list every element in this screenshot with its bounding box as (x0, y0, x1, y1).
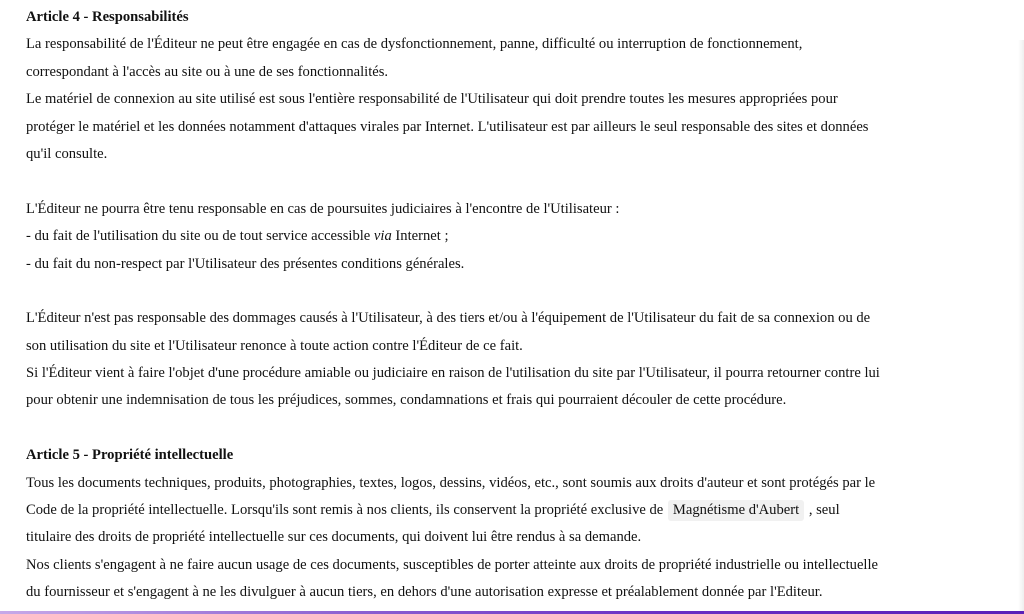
article-5-line-3: titulaire des droits de propriété intellectuelle sur ces documents, qui doivent lui être rendus à sa demande. (26, 529, 642, 546)
article-4-line-5: qu'il consulte. (26, 145, 108, 162)
article-4-line-2: correspondant à l'accès au site ou à une de ses fonctionnalités. (26, 63, 389, 80)
article-4-line-9: L'Éditeur n'est pas responsable des dommages causés à l'Utilisateur, à des tiers et/ou à l'équipement de l'Utilisateur du fait de sa connexion ou de (26, 310, 871, 327)
article-4-line-8: - du fait du non-respect par l'Utilisateur des présentes conditions générales. (26, 255, 465, 272)
legal-content (26, 6, 1016, 609)
article-5-line-5: du fournisseur et s'engagent à ne les divulguer à aucun tiers, en dehors d'une autorisation expresse et préalablement donnée par l'Editeur. (26, 584, 823, 601)
article-4-line-7-start: - du fait de l'utilisation du site ou de tout service accessible (26, 228, 374, 245)
company-name-chip: Magnétisme d'Aubert (668, 500, 804, 521)
article-4-line-11: Si l'Éditeur vient à faire l'objet d'une procédure amiable ou judiciaire en raison de l'utilisation du site par l'Utilisateur, il pourra retourner contre lui (26, 365, 880, 382)
article-4-line-7-end: Internet ; (391, 228, 449, 245)
article-5-line-2-start: Code de la propriété intellectuelle. Lorsqu'ils sont remis à nos clients, ils conservent la propriété exclusive de (26, 502, 667, 519)
article-4-line-12: pour obtenir une indemnisation de tous les préjudices, sommes, condamnations et frais qui pourraient découler de cette procédure. (26, 392, 787, 409)
article-4-line-3: Le matériel de connexion au site utilisé est sous l'entière responsabilité de l'Utilisateur qui doit prendre toutes les mesures appropriées pour (26, 91, 838, 108)
article-4-title: Article 4 - Responsabilités (26, 9, 189, 25)
article-4-line-1: La responsabilité de l'Éditeur ne peut être engagée en cas de dysfonctionnement, panne, difficulté ou interruption de fonctionnement, (26, 36, 803, 53)
article-5-line-2-end: , seul (805, 502, 840, 519)
article-4-line-7 (26, 225, 1016, 252)
paragraph-spacer (26, 170, 1016, 197)
article-5-line-1: Tous les documents techniques, produits, photographies, textes, logos, dessins, vidéos, etc., sont soumis aux droits d'auteur et sont protégés par le (26, 474, 876, 491)
article-5-line-4: Nos clients s'engagent à ne faire aucun usage de ces documents, susceptibles de porter atteinte aux droits de propriété industrielle ou intellectuelle (26, 556, 879, 573)
article-4-line-6: L'Éditeur ne pourra être tenu responsable en cas de poursuites judiciaires à l'encontre de l'Utilisateur : (26, 200, 620, 217)
paragraph-spacer (26, 280, 1016, 307)
article-5-title: Article 5 - Propriété intellectuelle (26, 447, 234, 464)
scroll-edge-shadow (1018, 40, 1024, 614)
article-5-line-2 (26, 499, 1016, 526)
article-4-line-4: protéger le matériel et les données notamment d'attaques virales par Internet. L'utilisateur est par ailleurs le seul responsable des sites et données (26, 118, 869, 135)
article-4-line-10: son utilisation du site et l'Utilisateur renonce à toute action contre l'Éditeur de ce fait. (26, 337, 523, 354)
paragraph-spacer (26, 417, 1016, 444)
via-italic: via (373, 228, 392, 245)
